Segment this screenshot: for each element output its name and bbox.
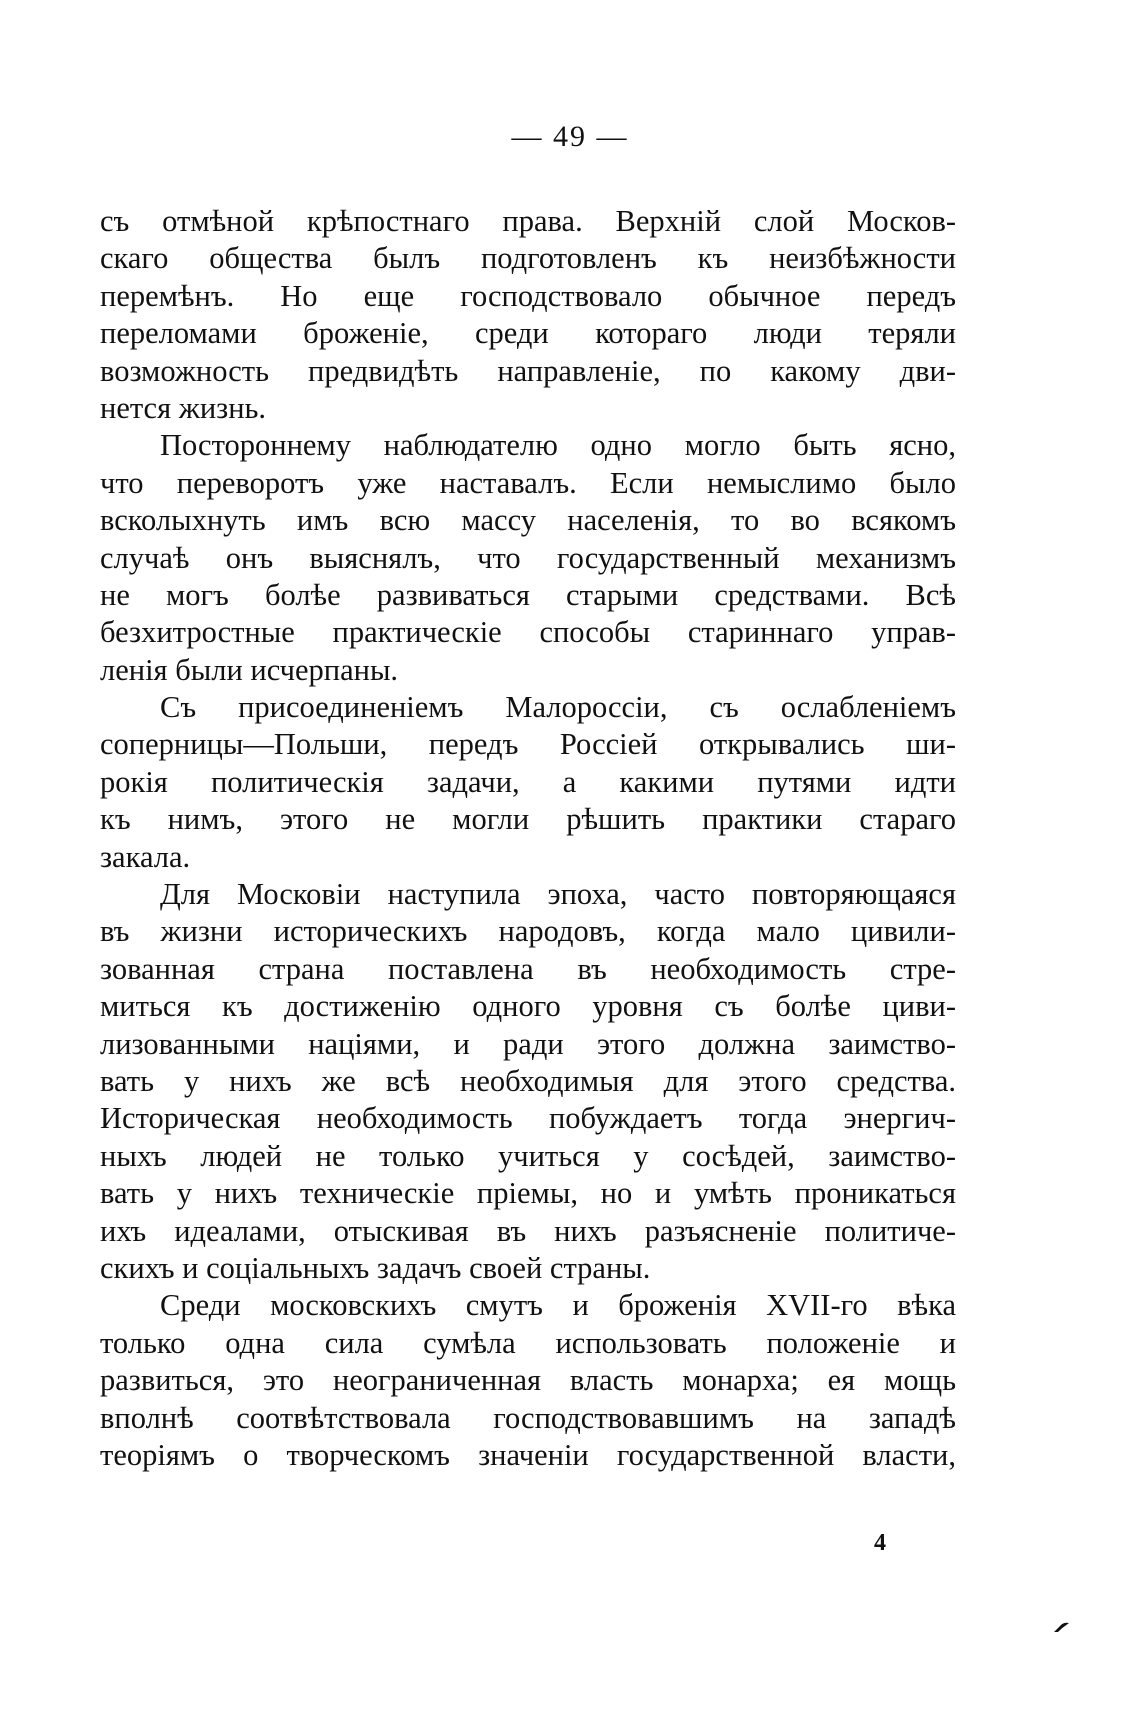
body-text bbox=[100, 203, 956, 1474]
text-line: вать у нихъ же всѣ необходимыя для этого средства. bbox=[100, 1063, 956, 1098]
ink-mark-icon bbox=[1052, 1620, 1072, 1634]
text-line: скихъ и соціальныхъ задачъ своей страны. bbox=[100, 1250, 651, 1285]
text-line: съ отмѣной крѣпостнаго права. Верхній слой Москов- bbox=[100, 204, 956, 238]
text-line: миться къ достиженію одного уровня съ болѣе циви- bbox=[100, 989, 956, 1024]
text-line: вать у нихъ техническіе пріемы, но и умѣть проникаться bbox=[100, 1176, 956, 1211]
paragraph-5 bbox=[100, 1287, 956, 1474]
text-line: Постороннему наблюдателю одно могло быть ясно, bbox=[160, 428, 956, 463]
text-line: рокія политическія задачи, а какими путями идти bbox=[100, 764, 956, 799]
text-line: переломами броженіе, среди котораго люди теряли bbox=[100, 316, 956, 351]
text-line: ныхъ людей не только учиться у сосѣдей, заимство- bbox=[100, 1138, 956, 1173]
text-line: развиться, это неограниченная власть монарха; ея мощь bbox=[100, 1363, 956, 1398]
text-line: Съ присоединеніемъ Малороссіи, съ ослабленіемъ bbox=[160, 690, 956, 725]
text-line: всколыхнуть имъ всю массу населенія, то во всякомъ bbox=[100, 503, 956, 538]
text-line: къ нимъ, этого не могли рѣшить практики стараго bbox=[100, 802, 956, 837]
paragraph-1 bbox=[100, 203, 956, 427]
page-number-header: — 49 — bbox=[511, 120, 629, 153]
text-line: ленія были исчерпаны. bbox=[100, 652, 399, 687]
text-line: случаѣ онъ выяснялъ, что государственный механизмъ bbox=[100, 540, 956, 575]
text-line: что переворотъ уже наставалъ. Если немыслимо было bbox=[100, 465, 956, 500]
text-line: не могъ болѣе развиваться старыми средствами. Всѣ bbox=[100, 577, 956, 612]
paragraph-4 bbox=[100, 876, 956, 1287]
text-line: возможность предвидѣть направленіе, по какому дви- bbox=[100, 353, 956, 388]
text-line: перемѣнъ. Но еще господствовало обычное передъ bbox=[100, 278, 956, 313]
text-line: Среди московскихъ смутъ и броженія XVII-го вѣка bbox=[160, 1288, 956, 1323]
text-line: Для Московіи наступила эпоха, часто повторяющаяся bbox=[160, 877, 956, 912]
signature-mark: 4 bbox=[874, 1530, 886, 1556]
text-line: нется жизнь. bbox=[100, 390, 267, 425]
text-line: только одна сила сумѣла использовать положеніе и bbox=[100, 1325, 956, 1360]
text-line: соперницы—Польши, передъ Россіей открывались ши- bbox=[100, 727, 956, 762]
text-line: теоріямъ о творческомъ значеніи государственной власти, bbox=[100, 1437, 956, 1472]
text-line: безхитростные практическіе способы стариннаго управ- bbox=[100, 615, 956, 650]
text-line: въ жизни историческихъ народовъ, когда мало цивили- bbox=[100, 914, 956, 949]
text-line: ихъ идеалами, отыскивая въ нихъ разъясненіе политиче- bbox=[100, 1213, 956, 1248]
text-line: Историческая необходимость побуждаетъ тогда энергич- bbox=[100, 1101, 956, 1136]
text-line: лизованными націями, и ради этого должна заимство- bbox=[100, 1026, 956, 1061]
text-line: скаго общества былъ подготовленъ къ неизбѣжности bbox=[100, 241, 956, 276]
paragraph-3 bbox=[100, 689, 956, 876]
text-line: зованная страна поставлена въ необходимость стре- bbox=[100, 951, 956, 986]
text-line: закала. bbox=[100, 839, 191, 874]
text-line: вполнѣ соотвѣтствовала господствовавшимъ на западѣ bbox=[100, 1400, 956, 1435]
paragraph-2 bbox=[100, 427, 956, 689]
